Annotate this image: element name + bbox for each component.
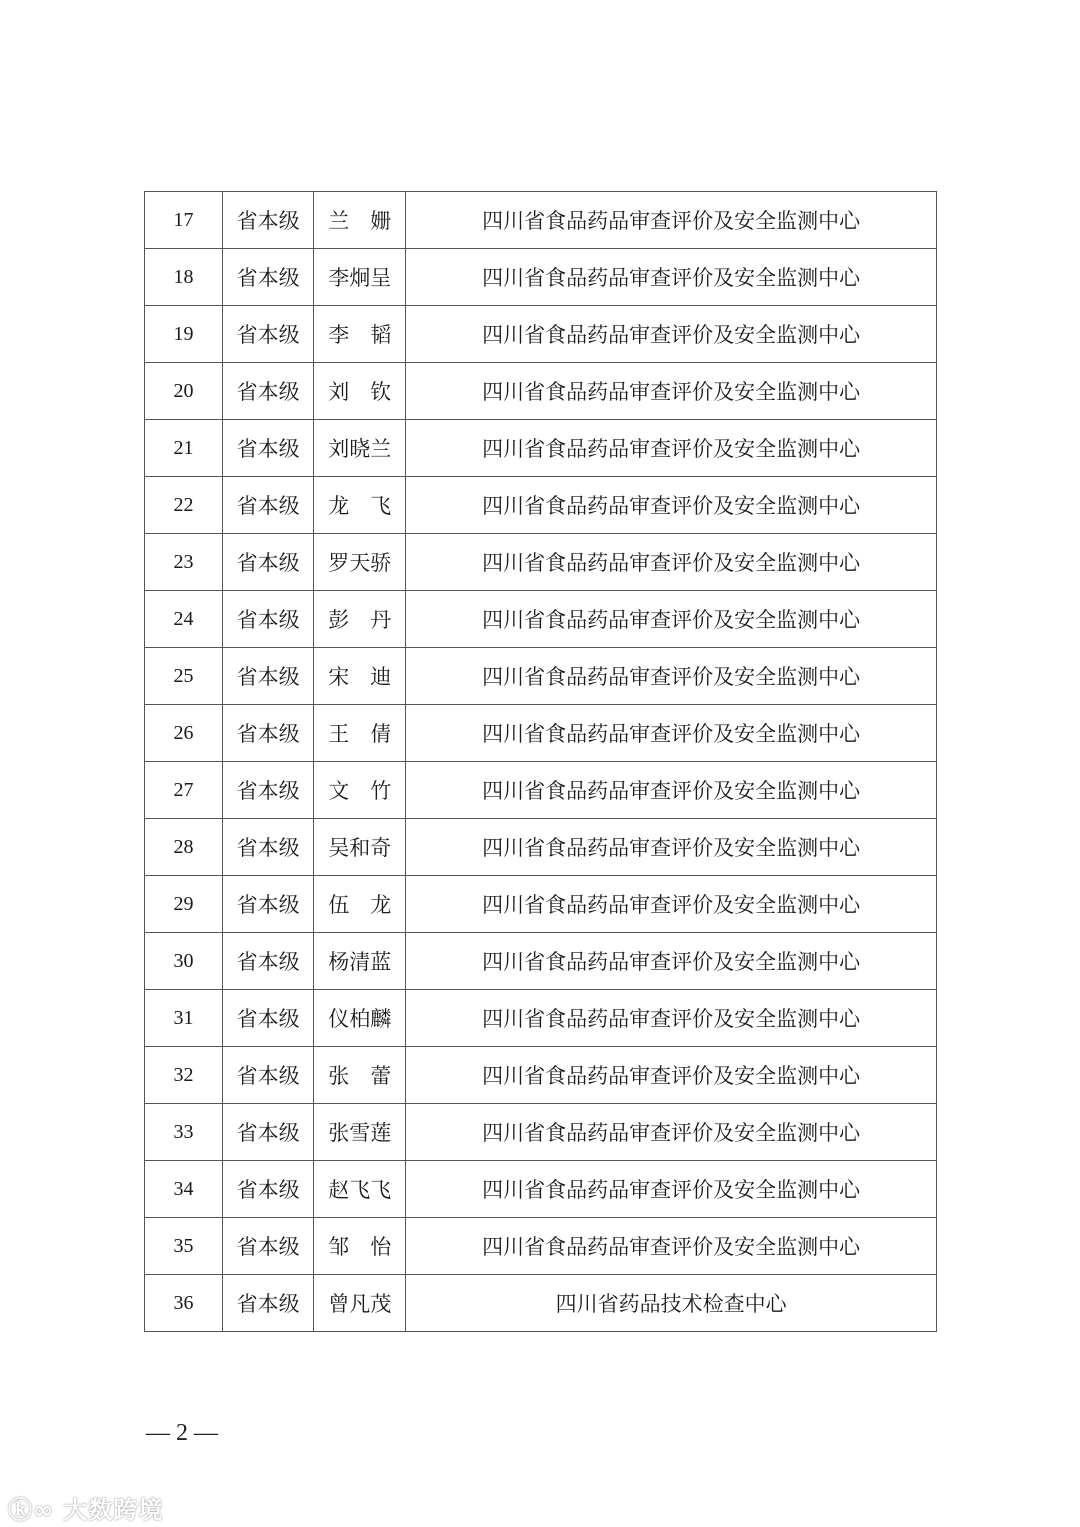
page-number: — 2 —	[146, 1420, 218, 1446]
unit-cell: 四川省食品药品审查评价及安全监测中心	[406, 591, 937, 648]
unit-cell: 四川省食品药品审查评价及安全监测中心	[406, 1161, 937, 1218]
unit-cell: 四川省食品药品审查评价及安全监测中心	[406, 477, 937, 534]
name-cell: 曾凡茂	[314, 1275, 406, 1332]
table-row	[145, 249, 937, 306]
row-number: 18	[145, 249, 223, 306]
name-cell: 刘 钦	[314, 363, 406, 420]
table-row	[145, 762, 937, 819]
row-number: 21	[145, 420, 223, 477]
unit-cell: 四川省食品药品审查评价及安全监测中心	[406, 1104, 937, 1161]
table-row	[145, 648, 937, 705]
name-cell: 仪柏麟	[314, 990, 406, 1047]
level-cell: 省本级	[223, 306, 314, 363]
unit-cell: 四川省药品技术检查中心	[406, 1275, 937, 1332]
name-cell: 张 蕾	[314, 1047, 406, 1104]
row-number: 28	[145, 819, 223, 876]
row-number: 23	[145, 534, 223, 591]
row-number: 33	[145, 1104, 223, 1161]
name-cell: 赵飞飞	[314, 1161, 406, 1218]
unit-cell: 四川省食品药品审查评价及安全监测中心	[406, 363, 937, 420]
unit-cell: 四川省食品药品审查评价及安全监测中心	[406, 648, 937, 705]
name-cell: 宋 迪	[314, 648, 406, 705]
name-cell: 文 竹	[314, 762, 406, 819]
level-cell: 省本级	[223, 819, 314, 876]
level-cell: 省本级	[223, 534, 314, 591]
name-cell: 龙 飞	[314, 477, 406, 534]
table-body	[145, 192, 937, 1332]
level-cell: 省本级	[223, 363, 314, 420]
table-row	[145, 933, 937, 990]
row-number: 29	[145, 876, 223, 933]
row-number: 27	[145, 762, 223, 819]
level-cell: 省本级	[223, 1275, 314, 1332]
level-cell: 省本级	[223, 1161, 314, 1218]
level-cell: 省本级	[223, 648, 314, 705]
row-number: 30	[145, 933, 223, 990]
unit-cell: 四川省食品药品审查评价及安全监测中心	[406, 819, 937, 876]
table-row	[145, 819, 937, 876]
level-cell: 省本级	[223, 876, 314, 933]
row-number: 34	[145, 1161, 223, 1218]
name-cell: 罗天骄	[314, 534, 406, 591]
unit-cell: 四川省食品药品审查评价及安全监测中心	[406, 192, 937, 249]
table-row	[145, 420, 937, 477]
level-cell: 省本级	[223, 192, 314, 249]
table-row	[145, 990, 937, 1047]
unit-cell: 四川省食品药品审查评价及安全监测中心	[406, 249, 937, 306]
unit-cell: 四川省食品药品审查评价及安全监测中心	[406, 306, 937, 363]
table-row	[145, 192, 937, 249]
name-cell: 邹 怡	[314, 1218, 406, 1275]
table-row	[145, 705, 937, 762]
table-row	[145, 1218, 937, 1275]
unit-cell: 四川省食品药品审查评价及安全监测中心	[406, 1218, 937, 1275]
watermark-logo: ⓚ∞ 大数跨境	[8, 1496, 164, 1524]
level-cell: 省本级	[223, 762, 314, 819]
row-number: 24	[145, 591, 223, 648]
table-row	[145, 1104, 937, 1161]
level-cell: 省本级	[223, 933, 314, 990]
name-cell: 刘晓兰	[314, 420, 406, 477]
unit-cell: 四川省食品药品审查评价及安全监测中心	[406, 420, 937, 477]
unit-cell: 四川省食品药品审查评价及安全监测中心	[406, 762, 937, 819]
name-cell: 兰 姗	[314, 192, 406, 249]
name-cell: 李炯呈	[314, 249, 406, 306]
row-number: 22	[145, 477, 223, 534]
level-cell: 省本级	[223, 249, 314, 306]
level-cell: 省本级	[223, 705, 314, 762]
row-number: 19	[145, 306, 223, 363]
unit-cell: 四川省食品药品审查评价及安全监测中心	[406, 1047, 937, 1104]
table-row	[145, 306, 937, 363]
unit-cell: 四川省食品药品审查评价及安全监测中心	[406, 534, 937, 591]
table-row	[145, 477, 937, 534]
level-cell: 省本级	[223, 477, 314, 534]
name-cell: 伍 龙	[314, 876, 406, 933]
row-number: 26	[145, 705, 223, 762]
name-cell: 李 韬	[314, 306, 406, 363]
level-cell: 省本级	[223, 1218, 314, 1275]
table-row	[145, 534, 937, 591]
unit-cell: 四川省食品药品审查评价及安全监测中心	[406, 876, 937, 933]
unit-cell: 四川省食品药品审查评价及安全监测中心	[406, 705, 937, 762]
personnel-table	[144, 191, 937, 1332]
level-cell: 省本级	[223, 1104, 314, 1161]
unit-cell: 四川省食品药品审查评价及安全监测中心	[406, 933, 937, 990]
row-number: 31	[145, 990, 223, 1047]
row-number: 32	[145, 1047, 223, 1104]
level-cell: 省本级	[223, 591, 314, 648]
unit-cell: 四川省食品药品审查评价及安全监测中心	[406, 990, 937, 1047]
row-number: 25	[145, 648, 223, 705]
table-row	[145, 1275, 937, 1332]
name-cell: 杨清蓝	[314, 933, 406, 990]
name-cell: 彭 丹	[314, 591, 406, 648]
name-cell: 张雪莲	[314, 1104, 406, 1161]
table-row	[145, 1161, 937, 1218]
table-row	[145, 1047, 937, 1104]
row-number: 17	[145, 192, 223, 249]
table-row	[145, 363, 937, 420]
level-cell: 省本级	[223, 1047, 314, 1104]
row-number: 36	[145, 1275, 223, 1332]
row-number: 35	[145, 1218, 223, 1275]
table-row	[145, 591, 937, 648]
name-cell: 王 倩	[314, 705, 406, 762]
level-cell: 省本级	[223, 990, 314, 1047]
level-cell: 省本级	[223, 420, 314, 477]
name-cell: 吴和奇	[314, 819, 406, 876]
table-row	[145, 876, 937, 933]
row-number: 20	[145, 363, 223, 420]
